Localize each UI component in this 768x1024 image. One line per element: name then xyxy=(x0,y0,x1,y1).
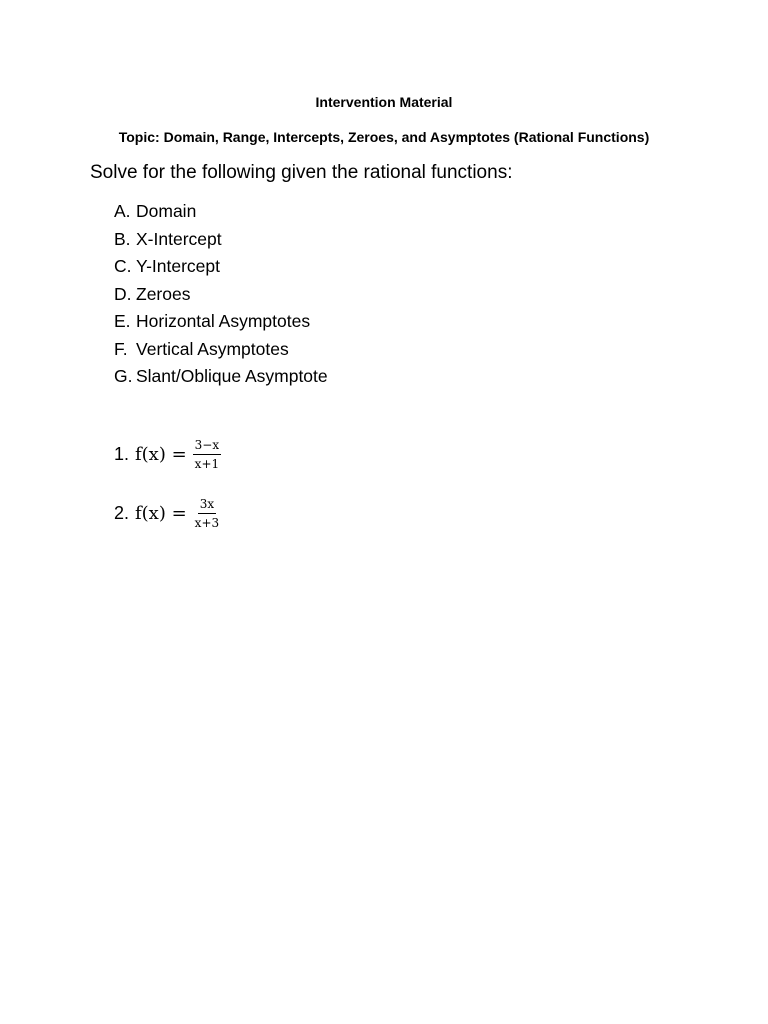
list-item xyxy=(114,255,328,283)
function-lhs: f(x) = xyxy=(135,503,187,524)
list-item-letter: G. xyxy=(114,366,133,386)
list-item-label: Vertical Asymptotes xyxy=(136,338,289,359)
list-item-letter: D. xyxy=(114,283,132,304)
list-item-label: Domain xyxy=(136,201,197,221)
list-item xyxy=(114,283,328,311)
list-item xyxy=(114,228,328,256)
list-item-letter: B. xyxy=(114,228,131,249)
problem-2 xyxy=(114,497,221,530)
list-item xyxy=(114,310,328,338)
instruction-text: Solve for the following given the rational functions: xyxy=(90,162,513,183)
function-lhs: f(x) = xyxy=(135,444,187,465)
topic-heading: Topic: Domain, Range, Intercepts, Zeroes, and Asymptotes (Rational Functions) xyxy=(118,129,650,145)
list-item-letter: A. xyxy=(114,201,131,221)
list-item-label: X-Intercept xyxy=(136,228,222,249)
list-item-letter: F. xyxy=(114,338,128,359)
list-item xyxy=(114,338,328,366)
fraction-denominator: x+3 xyxy=(194,516,220,530)
fraction xyxy=(193,497,221,530)
problem-number: 2. xyxy=(114,503,130,523)
fraction xyxy=(193,438,221,471)
list-item-label: Horizontal Asymptotes xyxy=(136,311,311,331)
page-title: Intervention Material xyxy=(315,94,453,110)
problem-1 xyxy=(114,438,221,471)
list-item-label: Slant/Oblique Asymptote xyxy=(136,366,328,386)
list-item-label: Y-Intercept xyxy=(136,256,220,276)
list-item-label: Zeroes xyxy=(136,283,191,304)
list-item xyxy=(114,365,328,393)
problem-number: 1. xyxy=(114,444,130,464)
list-item-letter: E. xyxy=(114,311,131,331)
task-list xyxy=(114,200,328,393)
fraction-denominator: x+1 xyxy=(194,457,220,471)
list-item xyxy=(114,200,328,228)
fraction-numerator: 3−x xyxy=(193,438,221,455)
list-item-letter: C. xyxy=(114,256,132,276)
fraction-numerator: 3x xyxy=(198,497,216,514)
